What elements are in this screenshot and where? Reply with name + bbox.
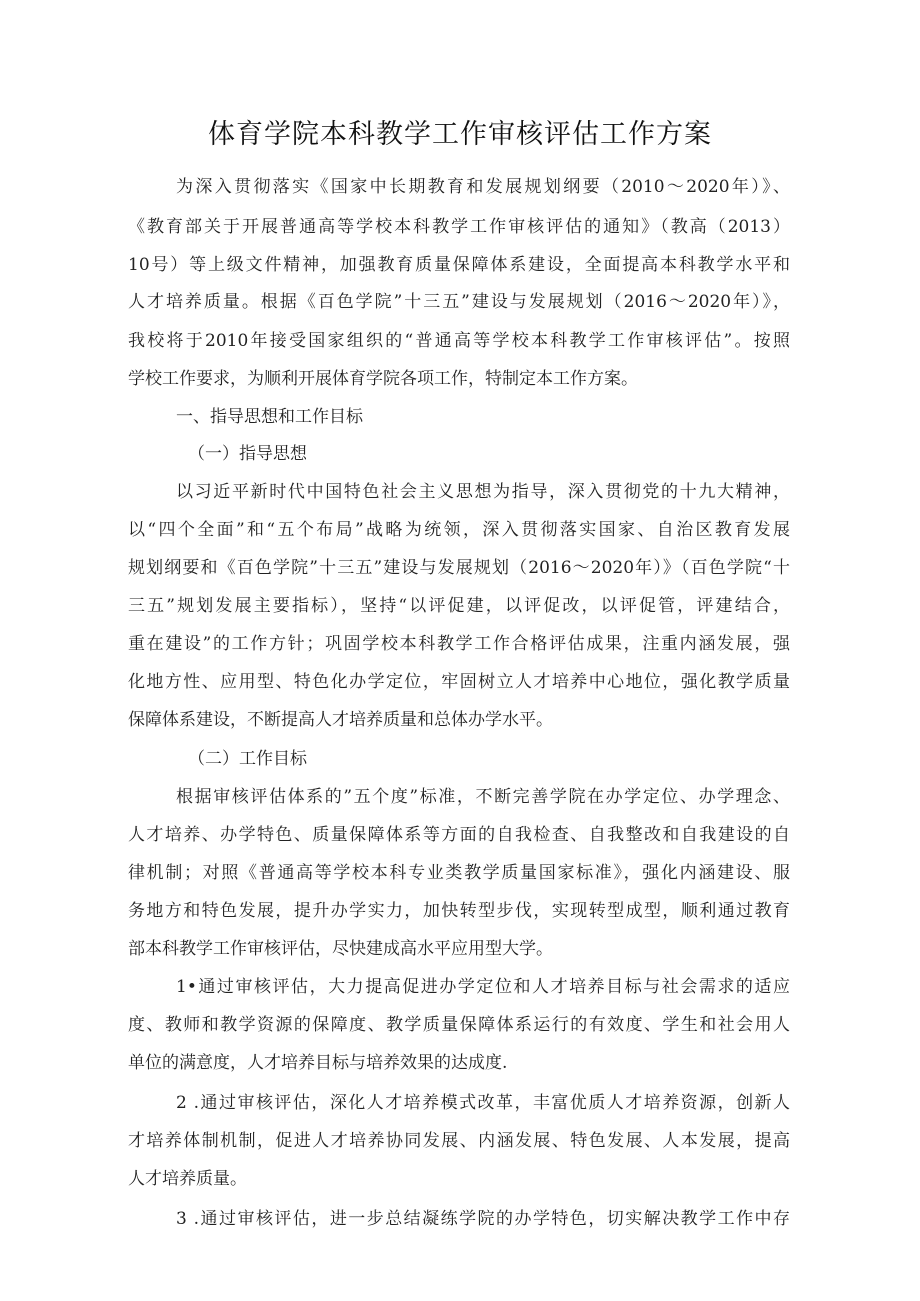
paragraph-line: 保障体系建设，不断提高人才培养质量和总体办学水平。 [128, 710, 553, 730]
subsection-heading: （二）工作目标 [188, 749, 307, 769]
paragraph-line: 10号）等上级文件精神，加强教育质量保障体系建设，全面提高本科教学水平和 [128, 255, 790, 275]
paragraph-line: 化地方性、应用型、特色化办学定位，牢固树立人才培养中心地位，强化教学质量 [128, 672, 790, 692]
paragraph-line: 重在建设”的工作方针；巩固学校本科教学工作合格评估成果，注重内涵发展，强 [128, 634, 790, 654]
list-item-line: 度、教师和教学资源的保障度、教学质量保障体系运行的有效度、学生和社会用人 [128, 1015, 790, 1035]
list-item-line: 2 .通过审核评估，深化人才培养模式改革，丰富优质人才培养资源，创新人 [176, 1093, 790, 1113]
list-item-line: 单位的满意度，人才培养目标与培养效果的达成度. [128, 1053, 508, 1073]
paragraph-line: 以习近平新时代中国特色社会主义思想为指导，深入贯彻党的十九大精神， [176, 482, 790, 502]
paragraph-line: 规划纲要和《百色学院”十三五”建设与发展规划（2016～2020年）》（百色学院“十 [128, 558, 790, 578]
subsection-heading: （一）指导思想 [188, 444, 307, 464]
paragraph-line: 人才培养质量。根据《百色学院”十三五”建设与发展规划（2016～2020年）》， [128, 292, 790, 312]
paragraph-line: 律机制；对照《普通高等学校本科专业类教学质量国家标准》，强化内涵建设、服 [128, 863, 790, 883]
paragraph-line: 根据审核评估体系的”五个度”标准，不断完善学院在办学定位、办学理念、 [176, 787, 790, 807]
paragraph-line: 部本科教学工作审核评估，尽快建成高水平应用型大学。 [128, 939, 553, 959]
list-item-line: 才培养体制机制，促进人才培养协同发展、内涵发展、特色发展、人本发展，提高 [128, 1131, 790, 1151]
paragraph-line: 人才培养、办学特色、质量保障体系等方面的自我检查、自我整改和自我建设的自 [128, 825, 790, 845]
paragraph-line: 三五”规划发展主要指标），坚持“以评促建，以评促改，以评促管，评建结合， [128, 596, 790, 616]
paragraph-line: 学校工作要求，为顺利开展体育学院各项工作，特制定本工作方案。 [128, 369, 638, 389]
paragraph-line: 为深入贯彻落实《国家中长期教育和发展规划纲要（2010～2020年）》、 [176, 177, 790, 197]
list-item-line: 人才培养质量。 [128, 1169, 247, 1189]
list-item-line: 1•通过审核评估，大力提高促进办学定位和人才培养目标与社会需求的适应 [176, 977, 790, 997]
paragraph-line: 我校将于2010年接受国家组织的“普通高等学校本科教学工作审核评估”。按照 [128, 331, 790, 351]
paragraph-line: 《教育部关于开展普通高等学校本科教学工作审核评估的通知》（教高（2013） [128, 217, 790, 237]
paragraph-line: 以“四个全面”和“五个布局”战略为统领，深入贯彻落实国家、自治区教育发展 [128, 520, 790, 540]
paragraph-line: 务地方和特色发展，提升办学实力，加快转型步伐，实现转型成型，顺利通过教育 [128, 901, 790, 921]
document-title: 体育学院本科教学工作审核评估工作方案 [208, 119, 712, 150]
section-heading: 一、指导思想和工作目标 [176, 407, 363, 427]
list-item-line: 3 .通过审核评估，进一步总结凝练学院的办学特色，切实解决教学工作中存 [176, 1209, 790, 1229]
